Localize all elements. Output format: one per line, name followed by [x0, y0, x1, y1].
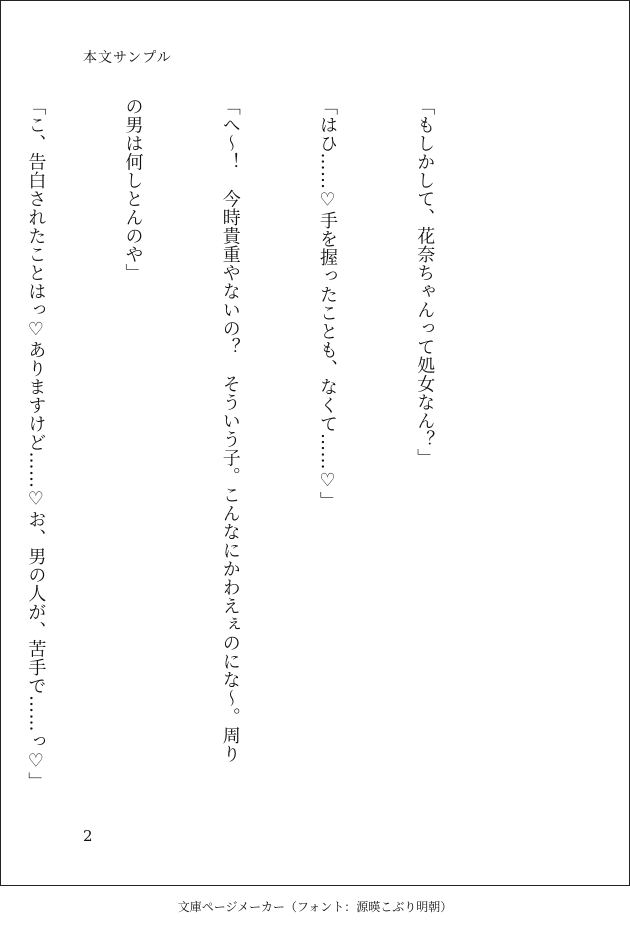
- text-line: 「はひ……♡手を握ったことも、なくて……♡」: [316, 97, 338, 510]
- footer-credit: 文庫ページメーカー（フォント：源暎こぶり明朝）: [177, 900, 453, 914]
- text-line: 「もしかして、花奈ちゃんって処女なん？」: [414, 97, 436, 467]
- vertical-body-text: [0, 97, 505, 817]
- page-header-title: 本文サンプル: [83, 50, 172, 66]
- text-line: の男は何しとんのや」: [122, 97, 144, 282]
- text-line: 「へ〜！ 今時貴重やないの？ そういう子。こんなにかわえぇのにな〜。周り: [219, 97, 241, 763]
- text-line: 「こ、告白されたことはっ♡ありますけど……♡お、男の人が、苦手で……っ♡」: [25, 97, 47, 791]
- page-number: 2: [83, 827, 93, 845]
